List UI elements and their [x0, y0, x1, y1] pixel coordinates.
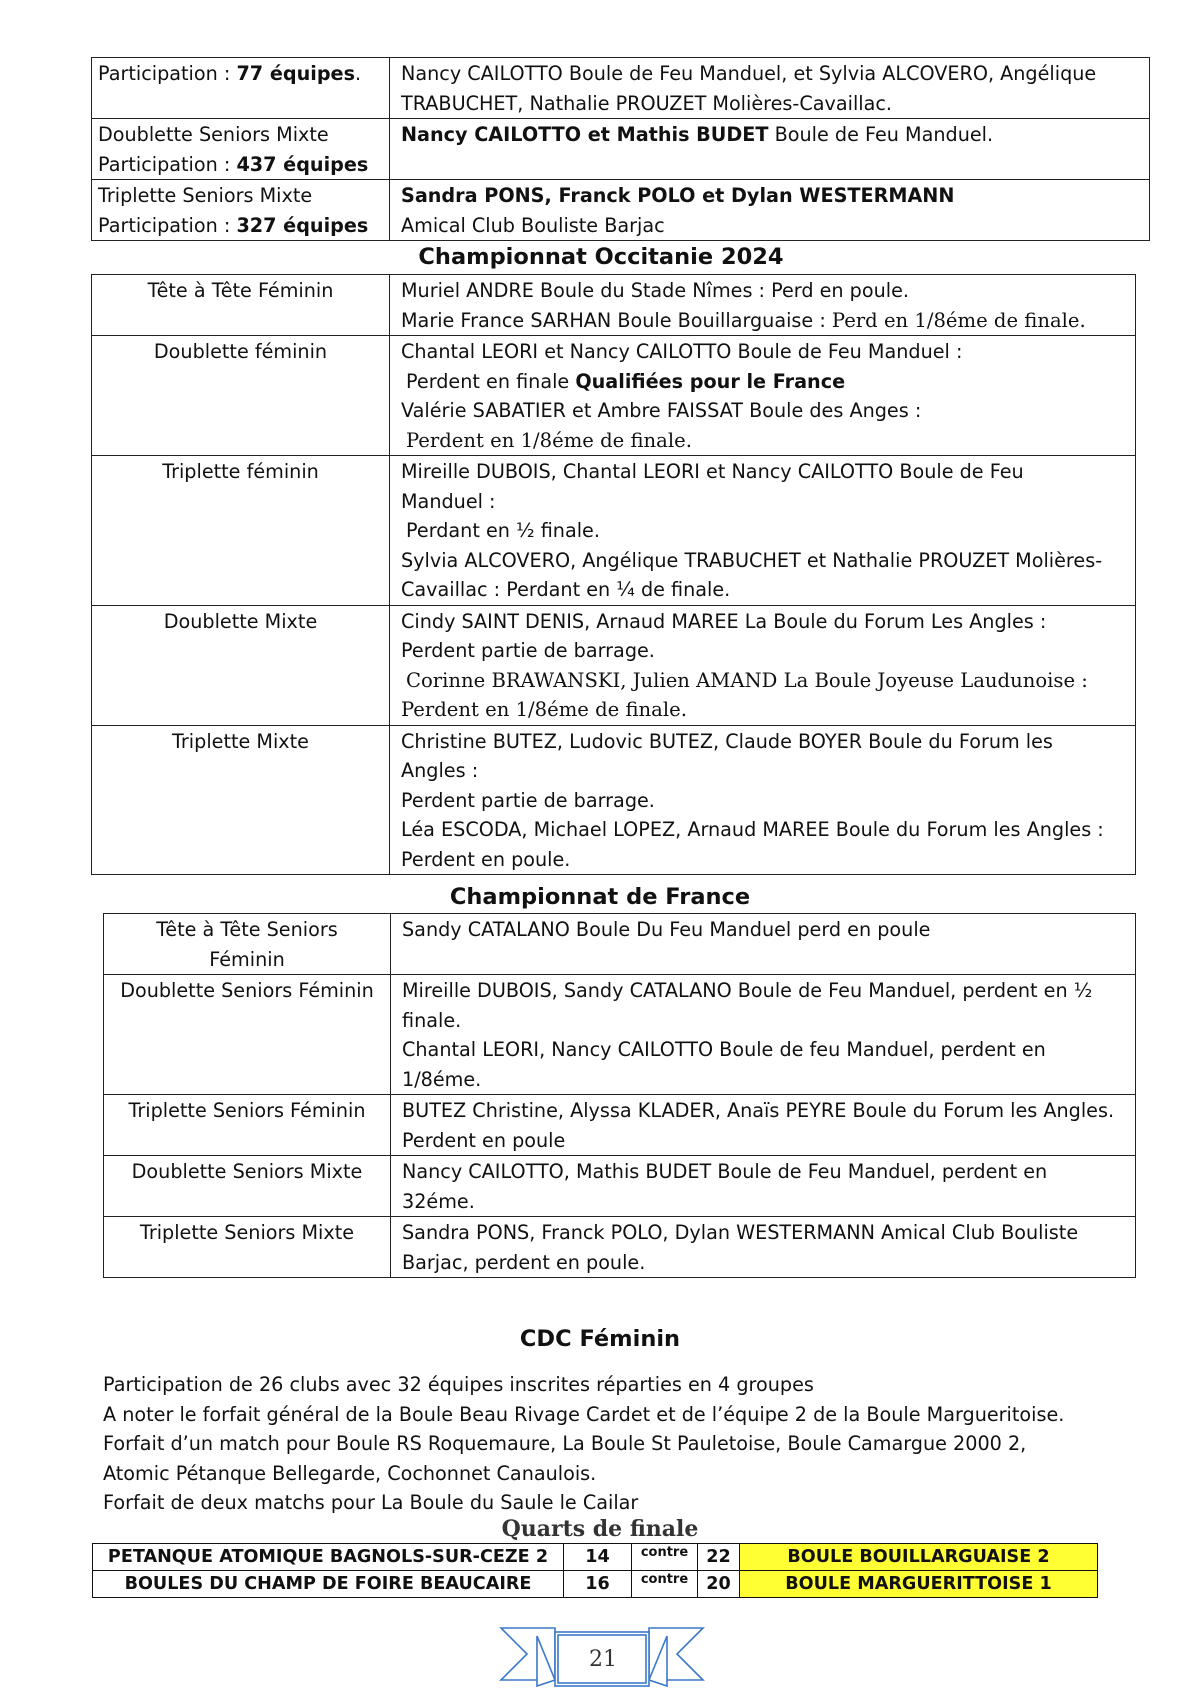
category-line: Triplette Seniors Mixte: [139, 1221, 355, 1244]
result-line: [402, 1006, 1127, 1036]
category-line: Féminin: [209, 947, 285, 971]
result-cell: [391, 1095, 1136, 1156]
text-run: Sandra PONS, Franck POLO, Dylan WESTERMANN Amical Club Bouliste: [402, 1221, 1079, 1244]
result-line: [401, 396, 1127, 426]
category-line: [98, 150, 383, 180]
result-cell: [390, 725, 1136, 875]
page-number: 21: [589, 1647, 617, 1672]
text-run: .: [355, 62, 362, 85]
result-line: [401, 306, 1127, 336]
bold-run: 327 équipes: [236, 213, 369, 237]
text-run: Participation :: [98, 213, 237, 237]
results-table-occitanie: [91, 274, 1136, 875]
result-line: [402, 1126, 1127, 1156]
result-line: [402, 915, 1127, 945]
result-cell: [390, 180, 1150, 241]
result-line: [401, 181, 1141, 211]
result-line: [402, 1218, 1127, 1248]
result-cell: [390, 605, 1136, 725]
text-run: Nancy CAILOTTO, Mathis BUDET Boule de Feu Manduel, perdent en: [402, 1160, 1048, 1183]
text-run: Sylvia ALCOVERO, Angélique TRABUCHET et Nathalie PROUZET Molières-: [401, 548, 1103, 572]
text-run: 1/8éme.: [402, 1067, 482, 1091]
text-run: Mireille DUBOIS, Sandy CATALANO Boule de Feu Manduel, perdent en ½: [402, 979, 1093, 1002]
category-line: [98, 211, 383, 241]
category-line: Doublette Seniors Féminin: [120, 979, 374, 1002]
away-score: 22: [698, 1544, 740, 1571]
results-table-top-body: [92, 58, 1150, 241]
text-run: Valérie SABATIER et Ambre FAISSAT Boule des Anges :: [401, 399, 922, 422]
away-score: 20: [698, 1571, 740, 1598]
text-run: 32éme.: [402, 1189, 475, 1213]
category-cell: [104, 1156, 391, 1217]
category-line: Tête à Tête Seniors: [156, 918, 338, 941]
text-run: Christine BUTEZ, Ludovic BUTEZ, Claude BOYER Boule du Forum les: [401, 729, 1053, 753]
results-table-top: [91, 57, 1150, 241]
category-line: Doublette féminin: [153, 340, 328, 363]
bold-run: 77 équipes: [236, 62, 355, 85]
result-line: [401, 727, 1127, 757]
bold-run: Qualifiées pour le France: [575, 369, 846, 393]
result-cell: [390, 58, 1150, 119]
category-cell: [104, 914, 391, 975]
text-run: Nancy CAILOTTO Boule de Feu Manduel, et Sylvia ALCOVERO, Angélique: [401, 62, 1097, 85]
result-line: [401, 845, 1127, 875]
category-line: Tête à Tête Féminin: [147, 279, 334, 302]
category-line: Triplette féminin: [162, 460, 319, 483]
text-run: Chantal LEORI, Nancy CAILOTTO Boule de feu Manduel, perdent en: [402, 1038, 1046, 1061]
text-run: Perdant en ½ finale.: [406, 519, 600, 542]
text-run: Barjac, perdent en poule.: [402, 1250, 646, 1274]
text-run: Amical Club Bouliste Barjac: [401, 213, 665, 237]
text-run: Perdent en poule: [402, 1128, 566, 1152]
cdc-summary: [103, 1370, 1143, 1518]
category-cell: [92, 336, 390, 456]
result-line: [401, 575, 1127, 605]
text-run: Participation :: [98, 62, 237, 85]
home-team: PETANQUE ATOMIQUE BAGNOLS-SUR-CEZE 2: [93, 1544, 564, 1571]
text-run: Angles :: [401, 759, 479, 782]
text-run: Cavaillac : Perdant en ¼ de finale.: [401, 578, 731, 601]
text-run: Boule de Feu Manduel.: [768, 123, 994, 146]
category-cell: [104, 1217, 391, 1278]
category-line: Triplette Mixte: [172, 729, 309, 753]
match-row: [93, 1571, 1098, 1598]
result-row: [92, 119, 1150, 180]
serif-run: Corinne BRAWANSKI, Julien AMAND La Boule Joyeuse Laudunoise :: [406, 668, 1088, 692]
result-line: [401, 337, 1127, 367]
text-run: Participation :: [98, 152, 237, 176]
category-cell: [92, 605, 390, 725]
results-table-occitanie-body: [92, 275, 1136, 875]
category-line: Triplette Seniors Féminin: [128, 1099, 366, 1122]
category-cell: [92, 456, 390, 606]
cdc-summary-line: Forfait d’un match pour Boule RS Roquemaure, La Boule St Pauletoise, Boule Camargue 2000 2,: [103, 1432, 1027, 1456]
result-line: [401, 666, 1127, 696]
result-line: [401, 815, 1127, 845]
category-cell: [92, 180, 390, 241]
category-cell: [92, 725, 390, 875]
quarter-finals-title: Quarts de finale: [501, 1516, 699, 1542]
result-cell: [390, 275, 1136, 336]
text-run: Perdent en poule.: [401, 847, 571, 871]
result-row: [104, 1095, 1136, 1156]
result-row: [104, 1217, 1136, 1278]
text-run: Marie France SARHAN Boule Bouillarguaise :: [401, 308, 832, 332]
serif-run: Perdent en 1/8éme de finale.: [401, 698, 687, 721]
category-cell: [92, 58, 390, 119]
result-line: [401, 276, 1127, 306]
serif-run: Perdent en 1/8éme de finale.: [406, 428, 692, 452]
versus-label: contre: [632, 1544, 698, 1571]
result-line: [401, 756, 1127, 786]
result-cell: [390, 456, 1136, 606]
text-run: Perdent partie de barrage.: [401, 639, 655, 662]
text-run: Doublette Seniors Mixte: [98, 123, 329, 146]
serif-run: Perd en 1/8éme de finale.: [831, 308, 1086, 332]
text-run: Perdent partie de barrage.: [401, 788, 655, 812]
result-line: [401, 546, 1127, 576]
result-row: [92, 275, 1136, 336]
result-line: [401, 211, 1141, 241]
result-row: [104, 975, 1136, 1095]
result-row: [92, 180, 1150, 241]
result-cell: [391, 914, 1136, 975]
result-line: [401, 516, 1127, 546]
bold-run: Nancy CAILOTTO et Mathis BUDET: [401, 123, 769, 146]
home-score: 16: [564, 1571, 632, 1598]
result-row: [92, 336, 1136, 456]
category-line: [98, 120, 383, 150]
text-run: Muriel ANDRE Boule du Stade Nîmes : Perd en poule.: [401, 279, 909, 302]
result-line: [401, 607, 1127, 637]
cdc-summary-line: Participation de 26 clubs avec 32 équipes inscrites réparties en 4 groupes: [103, 1373, 814, 1396]
text-run: finale.: [402, 1008, 462, 1032]
text-run: Perdent en finale: [406, 369, 576, 393]
away-team: BOULE BOUILLARGUAISE 2: [740, 1544, 1098, 1571]
result-line: [401, 367, 1127, 397]
text-run: Sandy CATALANO Boule Du Feu Manduel perd en poule: [402, 918, 931, 941]
result-line: [402, 1035, 1127, 1065]
category-line: Doublette Seniors Mixte: [131, 1160, 363, 1183]
result-line: [402, 1248, 1127, 1278]
result-row: [92, 725, 1136, 875]
result-row: [92, 456, 1136, 606]
category-line: [98, 181, 383, 211]
text-run: BUTEZ Christine, Alyssa KLADER, Anaïs PEYRE Boule du Forum les Angles.: [402, 1099, 1115, 1122]
result-cell: [390, 119, 1150, 180]
section-title-cdc: CDC Féminin: [519, 1326, 681, 1352]
result-line: [401, 89, 1141, 119]
text-run: Léa ESCODA, Michael LOPEZ, Arnaud MAREE Boule du Forum les Angles :: [401, 818, 1104, 841]
result-cell: [390, 336, 1136, 456]
bold-run: 437 équipes: [236, 152, 369, 176]
result-line: [402, 1187, 1127, 1217]
category-cell: [92, 119, 390, 180]
category-line: Doublette Mixte: [163, 609, 318, 633]
home-team: BOULES DU CHAMP DE FOIRE BEAUCAIRE: [93, 1571, 564, 1598]
cdc-summary-line: A noter le forfait général de la Boule Beau Rivage Cardet et de l’équipe 2 de la Boule Margueritoise.: [103, 1402, 1065, 1426]
results-table-france-body: [104, 914, 1136, 1278]
category-cell: [92, 275, 390, 336]
result-line: [401, 786, 1127, 816]
versus-label: contre: [632, 1571, 698, 1598]
section-title-france: Championnat de France: [449, 884, 751, 910]
section-title-occitanie: Championnat Occitanie 2024: [418, 244, 784, 270]
category-cell: [104, 975, 391, 1095]
away-team: BOULE MARGUERITTOISE 1: [740, 1571, 1098, 1598]
result-line: [401, 426, 1127, 456]
result-line: [401, 487, 1127, 517]
result-line: [401, 695, 1127, 725]
category-line: [98, 59, 383, 89]
cdc-summary-line: Forfait de deux matchs pour La Boule du Saule le Cailar: [103, 1491, 639, 1515]
result-row: [104, 914, 1136, 975]
result-cell: [391, 975, 1136, 1095]
result-row: [92, 58, 1150, 119]
result-line: [401, 636, 1127, 666]
text-run: Chantal LEORI et Nancy CAILOTTO Boule de Feu Manduel :: [401, 340, 963, 363]
cdc-summary-line: Atomic Pétanque Bellegarde, Cochonnet Canaulois.: [103, 1461, 597, 1485]
result-cell: [391, 1156, 1136, 1217]
text-run: Manduel :: [401, 489, 496, 513]
result-line: [402, 976, 1127, 1006]
result-row: [92, 605, 1136, 725]
result-row: [104, 1156, 1136, 1217]
result-line: [402, 1096, 1127, 1126]
result-line: [401, 120, 1141, 150]
result-line: [401, 59, 1141, 89]
text-run: Cindy SAINT DENIS, Arnaud MAREE La Boule du Forum Les Angles :: [401, 609, 1047, 633]
bold-run: Sandra PONS, Franck POLO et Dylan WESTERMANN: [401, 184, 955, 207]
quarter-finals-table: [92, 1543, 1098, 1598]
result-line: [402, 1065, 1127, 1095]
results-table-france: [103, 913, 1136, 1278]
text-run: Mireille DUBOIS, Chantal LEORI et Nancy CAILOTTO Boule de Feu: [401, 460, 1024, 483]
category-cell: [104, 1095, 391, 1156]
text-run: Triplette Seniors Mixte: [98, 184, 313, 207]
result-cell: [391, 1217, 1136, 1278]
result-line: [401, 457, 1127, 487]
result-line: [402, 1157, 1127, 1187]
home-score: 14: [564, 1544, 632, 1571]
match-row: [93, 1544, 1098, 1571]
text-run: TRABUCHET, Nathalie PROUZET Molières-Cavaillac.: [401, 91, 893, 115]
